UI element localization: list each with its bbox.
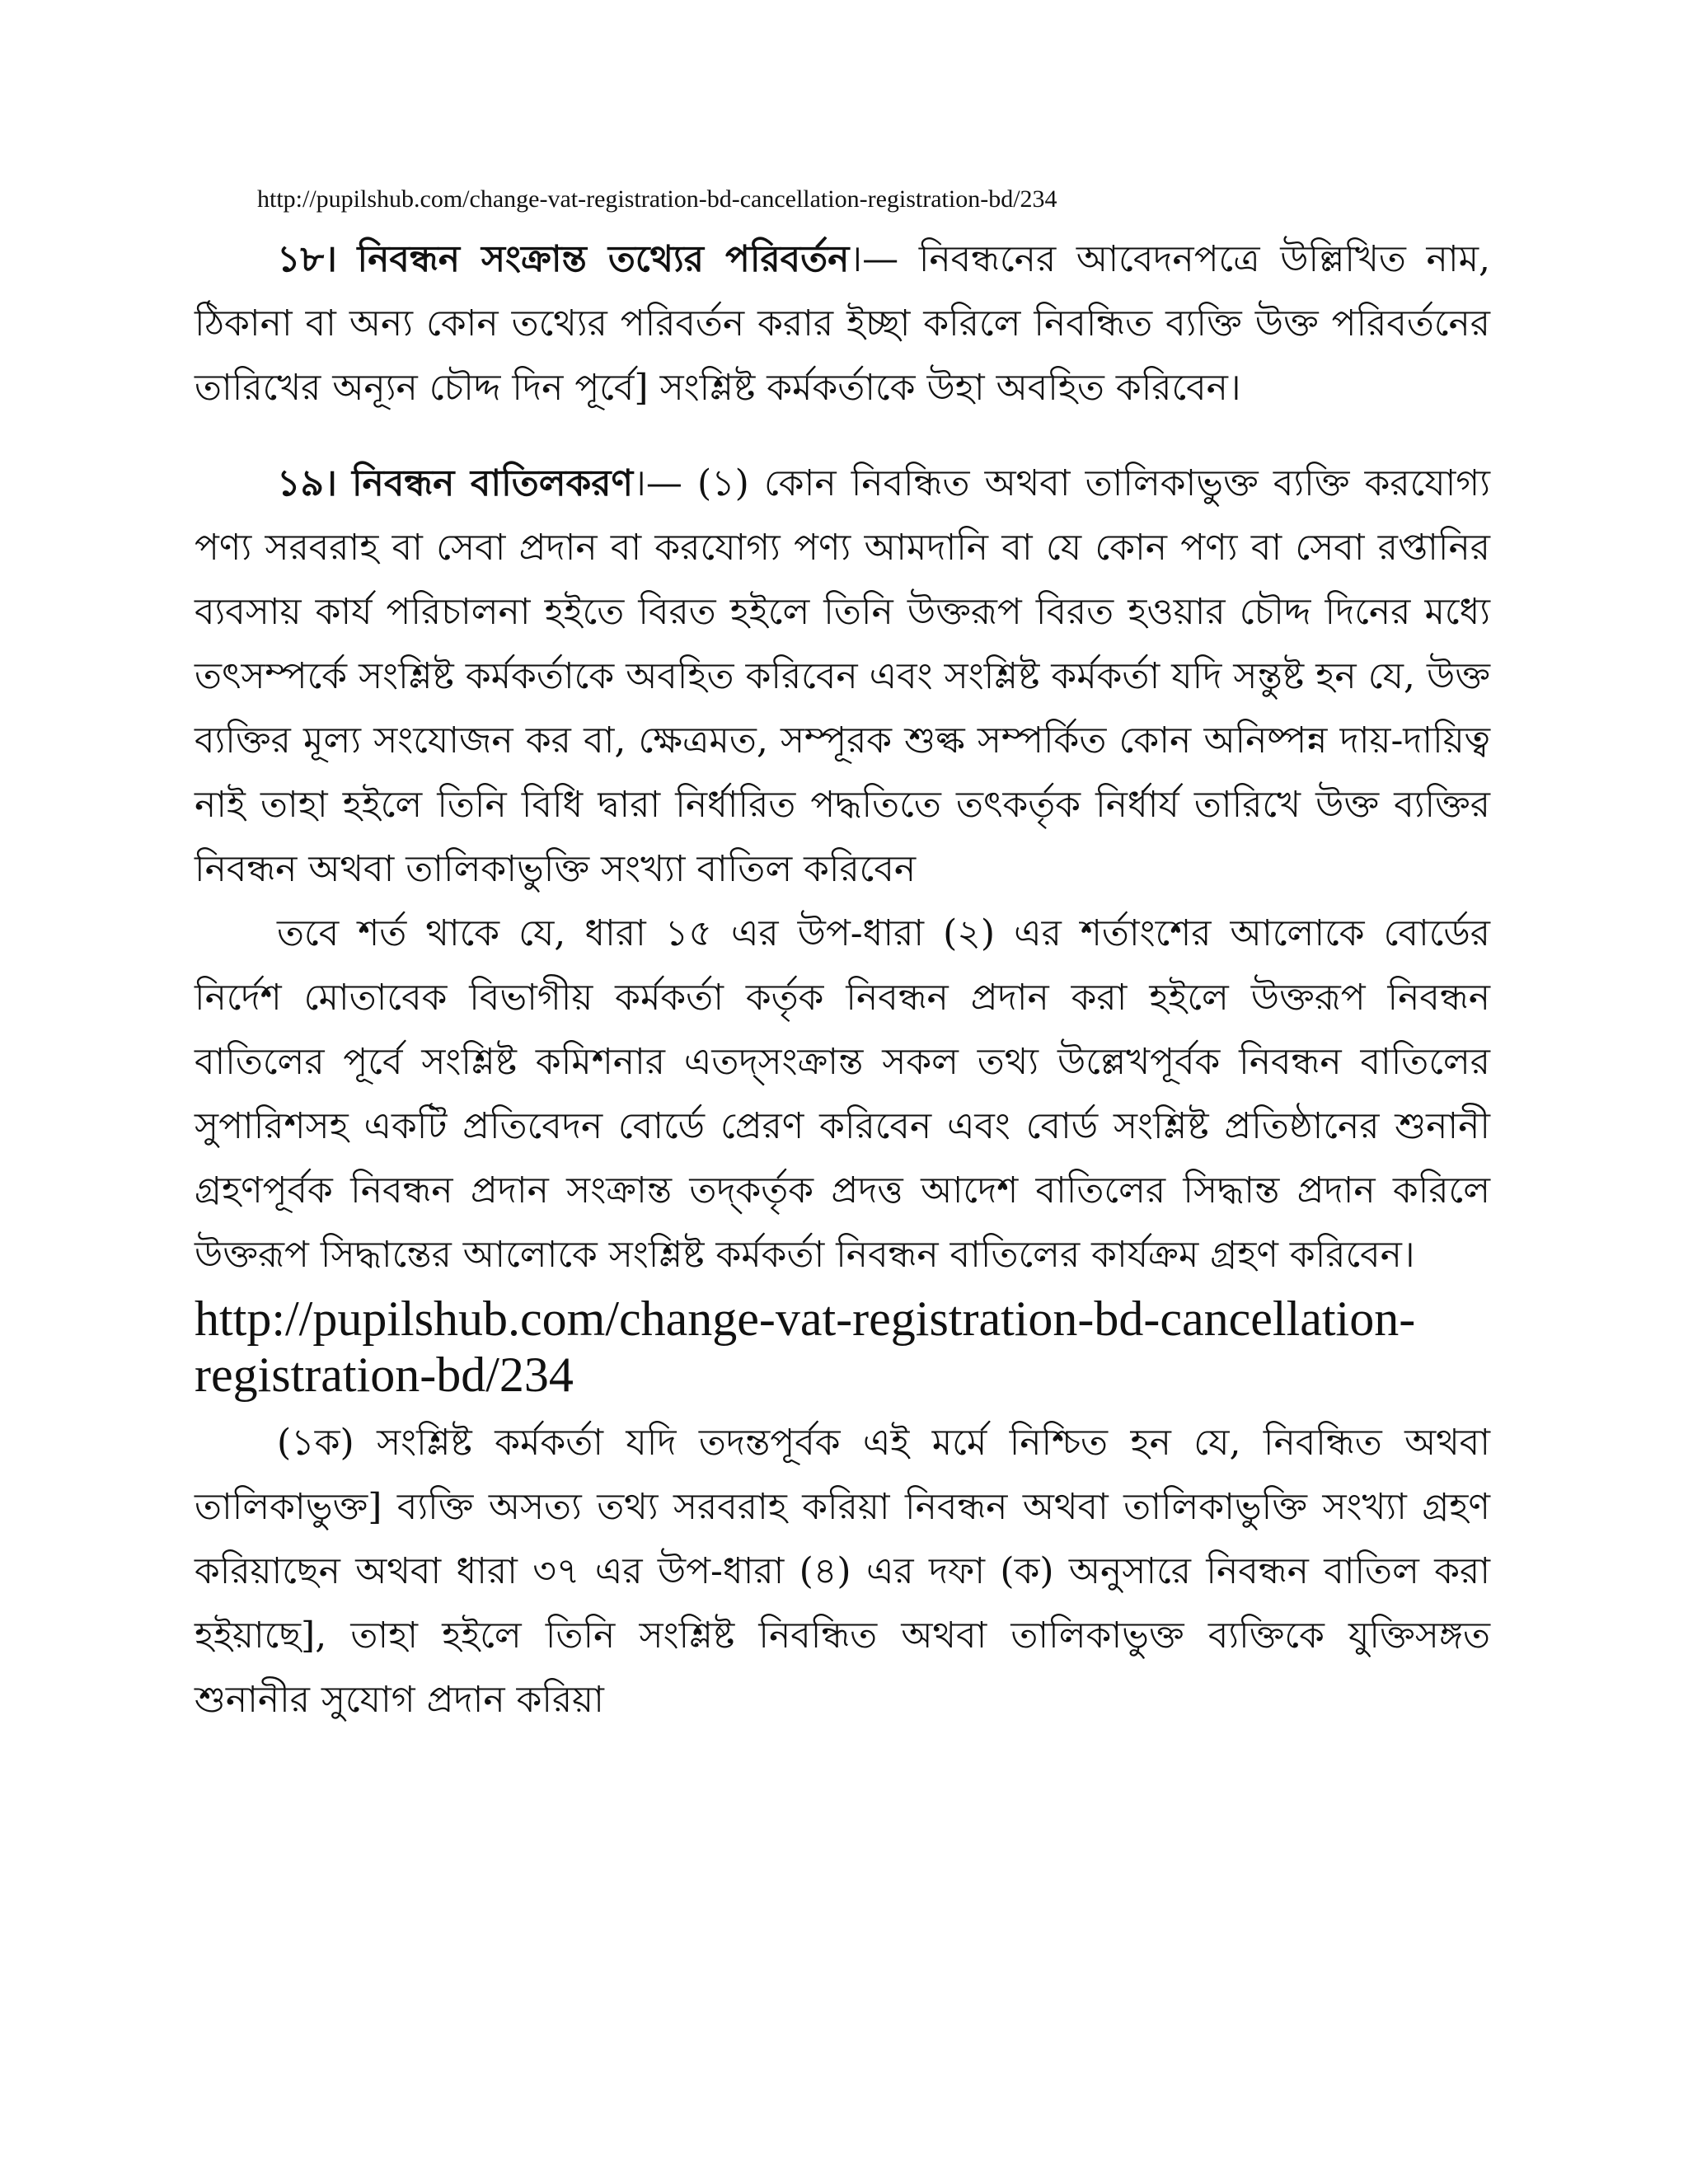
section-18 bbox=[195, 227, 1490, 420]
section-19-title: নিবন্ধন বাতিলকরণ bbox=[351, 462, 634, 504]
mid-page-url: http://pupilshub.com/change-vat-registration-bd-cancellation-registration-bd/234 bbox=[195, 1291, 1416, 1402]
subsection-1ka: (১ক) সংশ্লিষ্ট কর্মকর্তা যদি তদন্তপূর্বক এই মর্মে নিশ্চিত হন যে, নিবন্ধিত অথবা তালিকাভুক্ত] ব্যক্তি অসত্য তথ্য সরবরাহ করিয়া নিবন্ধন অথবা তালিকাভুক্তি সংখ্যা গ্রহণ করিয়াছেন অথবা ধারা ৩৭ এর উপ-ধারা (৪) এর দফা (ক) অনুসারে নিবন্ধন বাতিল করা হইয়াছে], তাহা হইলে তিনি সংশ্লিষ্ট নিবন্ধিত অথবা তালিকাভুক্ত ব্যক্তিকে যুক্তিসঙ্গত শুনানীর সুযোগ প্রদান করিয়া bbox=[195, 1422, 1490, 1721]
section-19-body: ।— (১) কোন নিবন্ধিত অথবা তালিকাভুক্ত ব্যক্তি করযোগ্য পণ্য সরবরাহ বা সেবা প্রদান বা করযোগ্য পণ্য আমদানি বা যে কোন পণ্য বা সেবা রপ্তানির ব্যবসায় কার্য পরিচালনা হইতে বিরত হইলে তিনি উক্তরূপ বিরত হওয়ার চৌদ্দ দিনের মধ্যে তৎসম্পর্কে সংশ্লিষ্ট কর্মকর্তাকে অবহিত করিবেন এবং সংশ্লিষ্ট কর্মকর্তা যদি সন্তুষ্ট হন যে, উক্ত ব্যক্তির মূল্য সংযোজন কর বা, ক্ষেত্রমত, সম্পূরক শুল্ক সম্পর্কিত কোন অনিষ্পন্ন দায়-দায়িত্ব নাই তাহা হইলে তিনি বিধি দ্বারা নির্ধারিত পদ্ধতিতে তৎকর্তৃক নির্ধার্য তারিখে উক্ত ব্যক্তির নিবন্ধন অথবা তালিকাভুক্তি সংখ্যা বাতিল করিবেন bbox=[195, 462, 1490, 890]
section-19-number: ১৯। bbox=[277, 462, 337, 504]
document-page bbox=[195, 183, 1490, 1732]
section-19 bbox=[195, 452, 1490, 902]
header-url: http://pupilshub.com/change-vat-registration-bd-cancellation-registration-bd/234 bbox=[257, 185, 1057, 213]
section-18-title: নিবন্ধন সংক্রান্ত তথ্যের পরিবর্তন bbox=[357, 238, 850, 280]
section-18-number: ১৮। bbox=[277, 238, 337, 280]
section-18-body: ।— নিবন্ধনের আবেদনপত্রে উল্লিখিত নাম, ঠিকানা বা অন্য কোন তথ্যের পরিবর্তন করার ইচ্ছা করিলে নিবন্ধিত ব্যক্তি উক্ত পরিবর্তনের তারিখের অন্যূন চৌদ্দ দিন পূর্বে] সংশ্লিষ্ট কর্মকর্তাকে উহা অবহিত করিবেন। bbox=[195, 238, 1490, 409]
section-19-proviso: তবে শর্ত থাকে যে, ধারা ১৫ এর উপ-ধারা (২) এর শর্তাংশের আলোকে বোর্ডের নির্দেশ মোতাবেক বিভাগীয় কর্মকর্তা কর্তৃক নিবন্ধন প্রদান করা হইলে উক্তরূপ নিবন্ধন বাতিলের পূর্বে সংশ্লিষ্ট কমিশনার এতদ্সংক্রান্ত সকল তথ্য উল্লেখপূর্বক নিবন্ধন বাতিলের সুপারিশসহ একটি প্রতিবেদন বোর্ডে প্রেরণ করিবেন এবং বোর্ড সংশ্লিষ্ট প্রতিষ্ঠানের শুনানী গ্রহণপূর্বক নিবন্ধন প্রদান সংক্রান্ত তদ্কর্তৃক প্রদত্ত আদেশ বাতিলের সিদ্ধান্ত প্রদান করিলে উক্তরূপ সিদ্ধান্তের আলোকে সংশ্লিষ্ট কর্মকর্তা নিবন্ধন বাতিলের কার্যক্রম গ্রহণ করিবেন। bbox=[195, 912, 1490, 1276]
